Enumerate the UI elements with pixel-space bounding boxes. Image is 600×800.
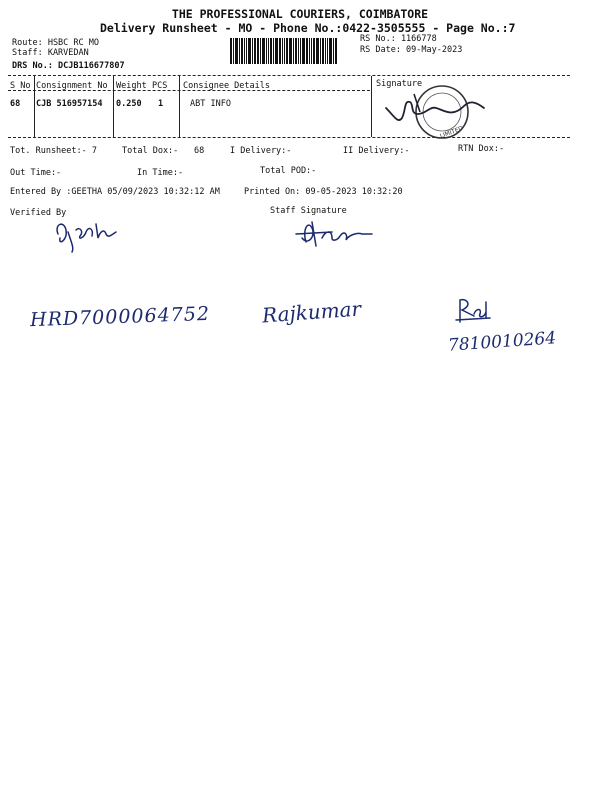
total-dox-label: Total Dox:- xyxy=(122,146,179,156)
total-pod: Total POD:- xyxy=(260,166,317,176)
staff-label: Staff: KARVEDAN xyxy=(12,48,89,58)
row-consignment: CJB 516957154 xyxy=(36,99,103,109)
rs-date: RS Date: 09-May-2023 xyxy=(360,45,463,55)
verified-signature xyxy=(50,214,120,254)
drs-number: DRS No.: DCJB116677807 xyxy=(12,61,125,71)
i-delivery: I Delivery:- xyxy=(230,146,292,156)
handwritten-phone: 7810010264 xyxy=(447,328,557,356)
header-pcs: PCS xyxy=(152,81,168,91)
rtn-dox: RTN Dox:- xyxy=(458,144,505,154)
company-stamp xyxy=(380,80,490,145)
header-sno: S No xyxy=(10,81,31,91)
route-label: Route: HSBC RC MO xyxy=(12,38,99,48)
total-dox-value: 68 xyxy=(194,146,205,156)
out-time: Out Time:- xyxy=(10,168,62,178)
printed-on: Printed On: 09-05-2023 10:32:20 xyxy=(244,187,403,197)
header-consignment: Consignment No xyxy=(36,81,108,91)
svg-text:LIMITED: LIMITED xyxy=(439,125,465,140)
tot-runsheet: Tot. Runsheet:- 7 xyxy=(10,146,97,156)
row-sno: 68 xyxy=(10,99,21,109)
staff-signature-label: Staff Signature xyxy=(270,206,347,216)
header-consignee: Consignee Details xyxy=(183,81,270,91)
staff-signature xyxy=(292,216,382,252)
ii-delivery: II Delivery:- xyxy=(343,146,410,156)
handwritten-name: Rajkumar xyxy=(261,296,362,328)
row-weight: 0.250 xyxy=(116,99,142,109)
company-title: THE PROFESSIONAL COURIERS, COIMBATORE xyxy=(171,7,429,21)
barcode xyxy=(230,38,352,64)
rs-number: RS No.: 1166778 xyxy=(360,34,437,44)
runsheet-title: Delivery Runsheet - MO - Phone No.:0422-3505555 - Page No.:7 xyxy=(100,21,516,35)
header-weight: Weight xyxy=(116,81,147,91)
header-signature: Signature xyxy=(376,79,423,89)
in-time: In Time:- xyxy=(137,168,184,178)
row-consignee: ABT INFO xyxy=(190,99,231,109)
handwritten-awb: HRD7000064752 xyxy=(29,302,211,332)
handwritten-initials xyxy=(452,296,492,328)
entered-by: Entered By :GEETHA 05/09/2023 10:32:12 AM xyxy=(10,187,220,197)
verified-by-label: Verified By xyxy=(10,208,67,218)
row-pcs: 1 xyxy=(158,99,164,109)
